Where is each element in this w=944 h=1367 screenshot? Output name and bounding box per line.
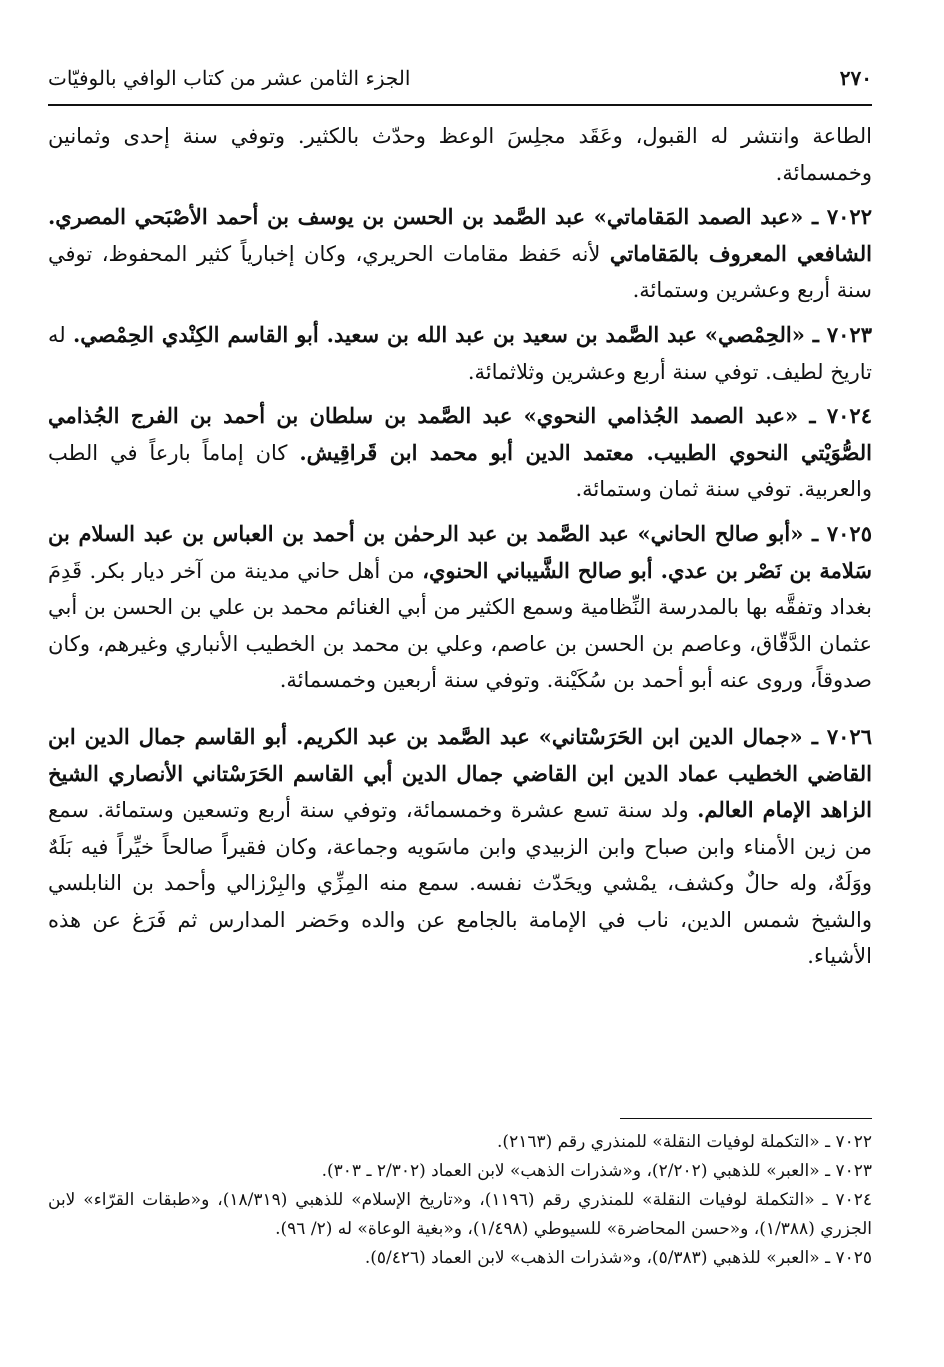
entry-text: له تاريخ لطيف. توفي سنة أربع وعشرين وثلاثمائة. bbox=[48, 322, 872, 384]
entry-heading: ٧٠٢٤ ـ «عبد الصمد الجُذامي النحوي» عبد الصَّمد بن سلطان بن أحمد بن الفرج الجُذامي الصُّوَيْتي النحوي الطبيب. معتمد الدين أبو محمد ابن قَراقِيش. bbox=[48, 403, 872, 465]
entry-heading: ٧٠٢٣ ـ «الحِمْصي» عبد الصَّمد بن سعيد بن عبد الله بن سعيد. أبو القاسم الكِنْدي الحِمْصي. bbox=[72, 321, 872, 347]
page-header bbox=[48, 58, 872, 98]
entry-7025 bbox=[48, 516, 872, 699]
running-title: الجزء الثامن عشر من كتاب الوافي بالوفيّات bbox=[48, 66, 411, 90]
entry-text: كان إماماً بارعاً في الطب والعربية. توفي سنة ثمان وستمائة. bbox=[48, 440, 872, 502]
entry-heading: ٧٠٢٥ ـ «أبو صالح الحاني» عبد الصَّمد بن عبد الرحمٰن بن أحمد بن العباس بن عبد السلام بن سَلامة بن نَصْر بن عدي. أبو صالح الشَّيباني الحنوي، bbox=[48, 520, 873, 583]
entry-text: الطاعة وانتشر له القبول، وعَقَد مجلِسَ الوعظ وحدّث بالكثير. وتوفي سنة إحدى وثمانين وخمسمائة. bbox=[48, 124, 872, 185]
header-rule bbox=[48, 104, 872, 106]
entry-heading: ٧٠٢٦ ـ «جمال الدين ابن الحَرَسْتاني» عبد الصَّمد بن عبد الكريم. أبو القاسم جمال الدين ابن القاضي الخطيب عماد الدين ابن القاضي جمال الدين أبي القاسم الحَرَسْتاني الأنصاري الشيخ الزاهد الإمام العالم. bbox=[48, 723, 872, 823]
entry-text: ولد سنة تسع عشرة وخمسمائة، وتوفي سنة أربع وتسعين وستمائة. سمع من زين الأمناء وابن صباح وابن الزبيدي وابن ماسَويه وجماعة، وكان فقيراً صالحاً خيِّراً فيه بَلَهٌ ووَلَهٌ، وله حالٌ وكشف، يمْشي ويحَدّث نفسه. سمع منه المِزِّي والبِرْزالي وأحمد بن النابلسي والشيخ شمس الدين، ناب في الإمامة بالجامع عن والده وحَضر المدارس ثم فَرَغ عن هذه الأشياء. bbox=[48, 798, 873, 969]
footnote-7023: ٧٠٢٣ ـ «العبر» للذهبي (٢/٢٠٢)، و«شذرات الذهب» لابن العماد (٢/٣٠٢ ـ ٣٠٣). bbox=[321, 1161, 872, 1181]
footnotes bbox=[48, 1128, 872, 1273]
entry-continuation bbox=[48, 118, 872, 191]
main-text bbox=[48, 118, 872, 983]
entry-7022 bbox=[48, 199, 872, 309]
entry-7023 bbox=[48, 317, 872, 390]
entry-7024 bbox=[48, 398, 872, 508]
entry-heading: ٧٠٢٢ ـ «عبد الصمد المَقاماتي» عبد الصَّمد بن الحسن بن يوسف بن أحمد الأصْبَحي المصري. الشافعي المعروف بالمَقاماتي bbox=[48, 204, 872, 266]
footnote-7024: ٧٠٢٤ ـ «التكملة لوفيات النقلة» للمنذري رقم (١١٩٦)، و«تاريخ الإسلام» للذهبي (١٨/٣١٩)، و«طبقات القرّاء» لابن الجزري (١/٣٨٨)، و«حسن المحاضرة» للسيوطي (١/٤٩٨)، و«بغية الوعاة» له (٢/ ٩٦). bbox=[48, 1190, 872, 1239]
entry-text: لأنه حَفظ مقامات الحريري، وكان إخبارياً كثير المحفوظ، توفي سنة أربع وعشرين وستمائة. bbox=[48, 241, 872, 303]
entry-7026 bbox=[48, 719, 872, 975]
footnote-7025: ٧٠٢٥ ـ «العبر» للذهبي (٥/٣٨٣)، و«شذرات الذهب» لابن العماد (٥/٤٢٦). bbox=[364, 1248, 872, 1268]
footnote-7022: ٧٠٢٢ ـ «التكملة لوفيات النقلة» للمنذري رقم (٢١٦٣). bbox=[497, 1132, 872, 1152]
page-number: ٢٧٠ bbox=[839, 66, 872, 90]
footnote-rule bbox=[620, 1118, 872, 1119]
entry-text: من أهل حاني مدينة من آخر ديار بكر. قَدِمَ بغداد وتفقَّه بها بالمدرسة النِّظامية وسمع الكثير من أبي الغنائم محمد بن علي بن الحسن بن أبي عثمان الدَّقّاق، وعاصم بن الحسن بن عاصم، وعلي بن محمد بن الخطيب الأنباري وغيرهم، وكان صدوقاً، وروى عنه أبو أحمد بن سُكَيْنة. وتوفي سنة أربعين وخمسمائة. bbox=[48, 558, 872, 693]
